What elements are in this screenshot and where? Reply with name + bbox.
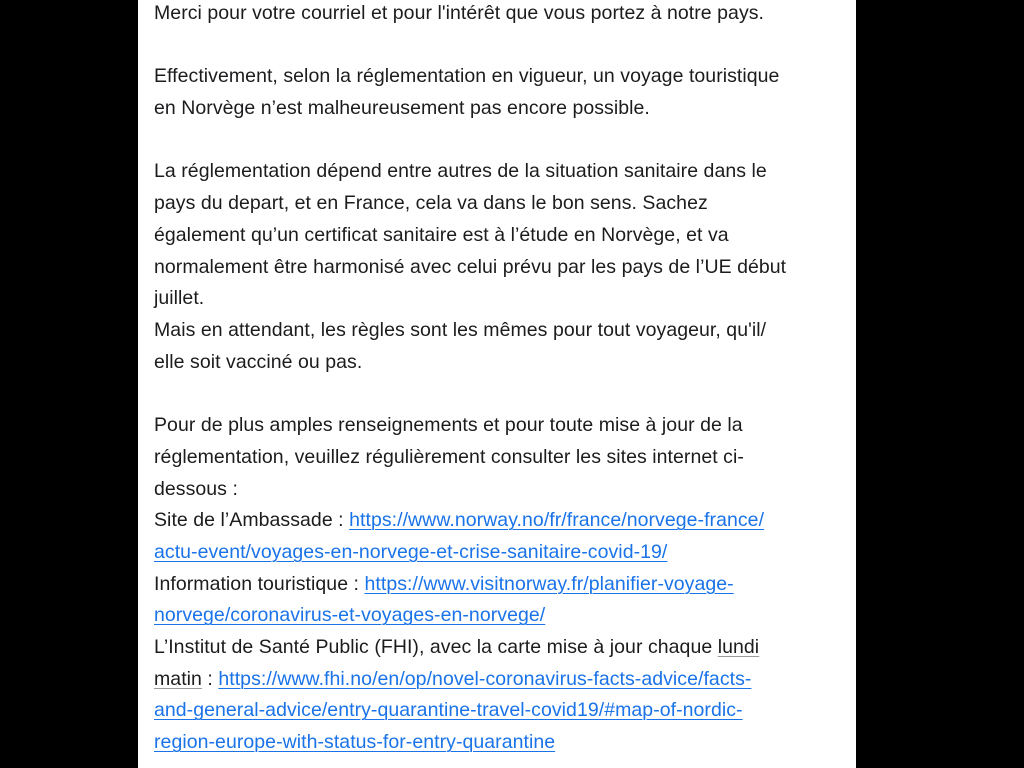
tourism-link-line-1[interactable]: https://www.visitnorway.fr/planifier-voyage- [364,572,734,595]
tourism-link-line-2[interactable]: norvege/coronavirus-et-voyages-en-norvege/ [154,604,546,627]
paragraph-info-line-1: Pour de plus amples renseignements et pour toute mise à jour de la [154,414,743,437]
embassy-label: Site de l’Ambassade : [154,509,350,532]
paragraph-info [154,410,834,759]
fhi-link-line-1[interactable]: https://www.fhi.no/en/op/novel-coronavirus-facts-advice/facts- [218,667,752,690]
embassy-link-line-1[interactable]: https://www.norway.no/fr/france/norvege-france/ [349,509,765,532]
thanks-line [154,0,834,30]
paragraph-wait-line-1: Mais en attendant, les règles sont les mêmes pour tout voyageur, qu'il/ [154,319,767,341]
paragraph-wait-line-2: elle soit vacciné ou pas. [154,350,363,373]
paragraph-rules-line-5: juillet. [154,287,205,310]
paragraph-rules-line-1: La réglementation dépend entre autres de la situation sanitaire dans le [154,160,767,183]
paragraph-effective-line-1: Effectivement, selon la réglementation en vigueur, un voyage touristique [154,65,780,88]
paragraph-info-line-2: réglementation, veuillez régulièrement consulter les sites internet ci- [154,445,744,468]
paragraph-info-line-3: dessous : [154,477,238,500]
fhi-label: L’Institut de Santé Public (FHI), avec la carte mise à jour chaque [154,636,718,659]
fhi-separator: : [201,667,219,690]
thanks-text: Merci pour votre courriel et pour l'intérêt que vous portez à notre pays. [154,2,765,24]
fhi-date-detected-matin[interactable]: matin [154,667,202,690]
email-message-panel[interactable] [138,0,856,768]
email-body [154,0,834,759]
fhi-link-line-3[interactable]: region-europe-with-status-for-entry-quarantine [154,731,556,754]
paragraph-effective [154,61,834,124]
blank-line [154,125,834,157]
fhi-link[interactable] [154,668,751,753]
embassy-link-line-2[interactable]: actu-event/voyages-en-norvege-et-crise-sanitaire-covid-19/ [154,540,668,563]
blank-line [154,378,834,410]
fhi-date-detected-lundi[interactable]: lundi [717,636,760,659]
fhi-link-line-2[interactable]: and-general-advice/entry-quarantine-travel-covid19/#map-of-nordic- [154,699,743,722]
paragraph-rules-line-2: pays du depart, et en France, cela va dans le bon sens. Sachez [154,192,708,215]
paragraph-rules [154,156,834,378]
paragraph-effective-line-2: en Norvège n’est malheureusement pas encore possible. [154,97,650,120]
tourism-label: Information touristique : [154,572,365,595]
blank-line [154,30,834,62]
paragraph-rules-line-3: également qu’un certificat sanitaire est à l’étude en Norvège, et va [154,223,729,246]
paragraph-rules-line-4: normalement être harmonisé avec celui prévu par les pays de l’UE début [154,255,787,278]
